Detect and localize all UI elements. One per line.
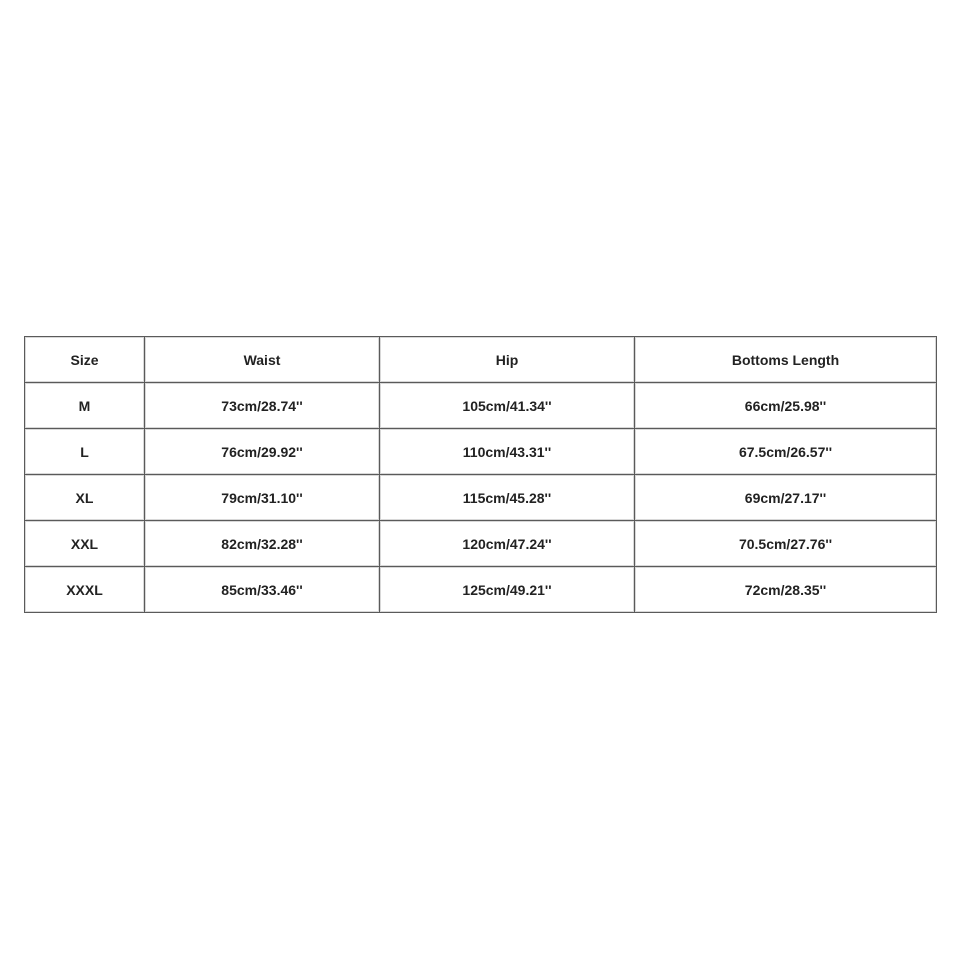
- size-chart-table: [24, 336, 937, 613]
- header-hip: Hip: [380, 337, 635, 383]
- table-row: [25, 475, 937, 521]
- cell-hip: 105cm/41.34'': [380, 383, 635, 429]
- cell-bottoms-length: 70.5cm/27.76'': [635, 521, 937, 567]
- cell-waist: 73cm/28.74'': [145, 383, 380, 429]
- cell-bottoms-length: 66cm/25.98'': [635, 383, 937, 429]
- cell-size: XL: [25, 475, 145, 521]
- header-waist: Waist: [145, 337, 380, 383]
- cell-bottoms-length: 72cm/28.35'': [635, 567, 937, 613]
- cell-bottoms-length: 69cm/27.17'': [635, 475, 937, 521]
- cell-size: XXXL: [25, 567, 145, 613]
- cell-waist: 79cm/31.10'': [145, 475, 380, 521]
- cell-size: XXL: [25, 521, 145, 567]
- table-header-row: [25, 337, 937, 383]
- cell-size: L: [25, 429, 145, 475]
- cell-hip: 115cm/45.28'': [380, 475, 635, 521]
- table-row: [25, 383, 937, 429]
- cell-waist: 85cm/33.46'': [145, 567, 380, 613]
- table-row: [25, 521, 937, 567]
- cell-waist: 82cm/32.28'': [145, 521, 380, 567]
- header-bottoms-length: Bottoms Length: [635, 337, 937, 383]
- cell-hip: 110cm/43.31'': [380, 429, 635, 475]
- table-row: [25, 567, 937, 613]
- table-row: [25, 429, 937, 475]
- cell-bottoms-length: 67.5cm/26.57'': [635, 429, 937, 475]
- header-size: Size: [25, 337, 145, 383]
- cell-size: M: [25, 383, 145, 429]
- cell-hip: 125cm/49.21'': [380, 567, 635, 613]
- cell-hip: 120cm/47.24'': [380, 521, 635, 567]
- cell-waist: 76cm/29.92'': [145, 429, 380, 475]
